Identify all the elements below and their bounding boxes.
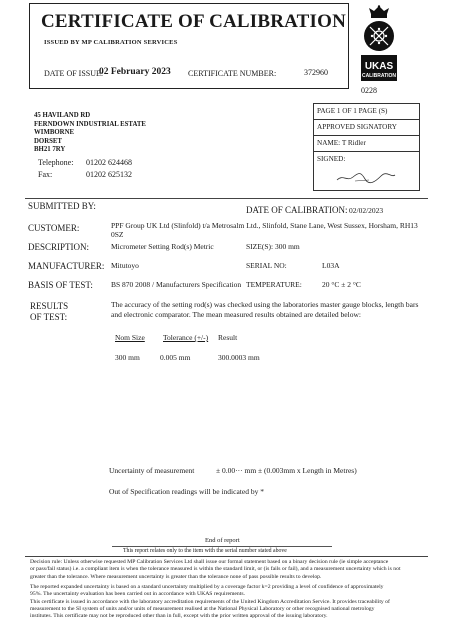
disclaimer-line: greater than the tolerance. Where measurement uncertainty is greater than the tolerance none of pass possible results to develop. (30, 573, 322, 580)
disclaimer-line: or pass/fail status) i.e. a compliant item is when the tolerance measured is within the standard limit, or (is fails or fail), and a measurement uncertainty which is not (30, 566, 401, 573)
telephone-label: Telephone: (38, 158, 74, 167)
uncertainty-line: The reported expanded uncertainty is based on a standard uncertainty multiplied by a coverage factor k=2 providing a level of confidence of approximately (30, 584, 384, 590)
results-label-line: RESULTS (30, 301, 69, 311)
certificate-number-label: CERTIFICATE NUMBER: (188, 69, 277, 78)
divider (112, 546, 332, 547)
basis-of-test-value: BS 870 2008 / Manufacturers Specification (111, 280, 242, 289)
lab-address (34, 112, 146, 155)
uncertainty-line: institutes. This certificate may not be reproduced other than in full, except with the prior written approval of the issuing laboratory. (30, 613, 328, 620)
disclaimer-line: Decision rule: Unless otherwise requested MP Calibration Services Ltd shall issue our formal statement based on a binary decision rule (ie simple acceptance (30, 559, 389, 565)
handwritten-signature (335, 168, 397, 186)
address-line: WIMBORNE (34, 129, 75, 137)
results-cell-tolerance: 0.005 mm (160, 353, 191, 362)
customer-value: PPF Group UK Ltd (Slinfold) t/a Metrosalm Ltd., Slinfold, Stane Lane, West Sussex, Horsham, RH13 0SZ (111, 221, 418, 239)
results-description: The accuracy of the setting rod(s) was checked using the laboratories master gauge blocks, length bars and electronic comparator. The mean measured results obtained are detailed below: (111, 300, 419, 319)
uncertainty-value: ± 0.00··· mm ± (0.003mm x Length in Metres) (216, 466, 357, 475)
certificate-number-value: 372960 (304, 68, 328, 77)
out-of-spec-note: Out of Specification readings will be indicated by * (109, 487, 264, 496)
manufacturer-label: MANUFACTURER: (28, 261, 105, 271)
address-line: DORSET (34, 137, 62, 145)
address-line: BH21 7RY (34, 146, 66, 154)
date-of-issue-value: 02 February 2023 (99, 67, 171, 77)
description-label: DESCRIPTION: (28, 242, 90, 252)
ukas-logo-subtext: CALIBRATION (361, 73, 397, 79)
page-count: PAGE 1 OF 1 PAGE (S) (314, 104, 419, 120)
results-column-header: Nom Size (115, 333, 145, 342)
uncertainty-line: measurement to the SI system of units and/or units of measurement realised at the National Physical Laboratory or other recognised national metrology (30, 605, 375, 612)
uncertainty-statement (30, 584, 426, 620)
results-cell-result: 300.0003 mm (218, 353, 260, 362)
customer-label: CUSTOMER: (28, 223, 80, 233)
uncertainty-label: Uncertainty of measurement (109, 466, 195, 475)
divider (25, 198, 428, 199)
ukas-number: 0228 (361, 86, 377, 95)
ukas-logo-text: UKAS (364, 61, 394, 72)
telephone-value: 01202 624468 (86, 158, 132, 167)
manufacturer-value: Mitutoyo (111, 261, 139, 270)
results-cell-nominal-size: 300 mm (115, 353, 140, 362)
uncertainty-line: This certificate is issued in accordance with the laboratory accreditation requirements of the United Kingdom Accreditation Service. It provides traceability of (30, 598, 390, 605)
date-of-calibration-value: 02/02/2023 (349, 206, 384, 215)
ukas-logo (357, 5, 401, 83)
results-column-header: Result (218, 333, 238, 342)
results-label-line: OF TEST: (30, 312, 68, 322)
size-value: SIZE(S): 300 mm (246, 242, 300, 251)
fax-value: 01202 625132 (86, 170, 132, 179)
temperature-value: 20 °C ± 2 °C (322, 280, 361, 289)
issued-by: ISSUED BY MP CALIBRATION SERVICES (44, 39, 178, 46)
decision-rule-disclaimer (30, 559, 426, 581)
serial-number-label: SERIAL NO: (246, 261, 287, 270)
signatory-name: NAME: T Ridler (314, 136, 419, 152)
address-line: 45 HAVILAND RD (34, 112, 91, 119)
address-line: FERNDOWN INDUSTRIAL ESTATE (34, 120, 146, 128)
approved-signatory: APPROVED SIGNATORY (314, 120, 419, 136)
temperature-label: TEMPERATURE: (246, 280, 302, 289)
basis-of-test-label: BASIS OF TEST: (28, 280, 93, 290)
results-of-test-label (30, 301, 68, 323)
signed-label: SIGNED: (317, 155, 346, 163)
divider (25, 556, 428, 557)
date-of-calibration-label: DATE OF CALIBRATION: (246, 205, 348, 215)
date-of-issue-label: DATE OF ISSUE: (44, 69, 104, 78)
description-value: Micrometer Setting Rod(s) Metric (111, 242, 214, 251)
certificate-title: CERTIFICATE OF CALIBRATION (41, 11, 347, 32)
end-of-report-note: This report relates only to the item with the serial number stated above (123, 548, 287, 554)
serial-number-value: L03A (322, 261, 340, 270)
end-of-report: End of report (205, 537, 240, 544)
submitted-by-label: SUBMITTED BY: (28, 201, 96, 211)
fax-label: Fax: (38, 170, 53, 179)
results-column-header: Tolerance (+/-) (163, 333, 209, 342)
uncertainty-line: 95%. The uncertainty evaluation has been carried out in accordance with UKAS requirements. (30, 591, 245, 598)
